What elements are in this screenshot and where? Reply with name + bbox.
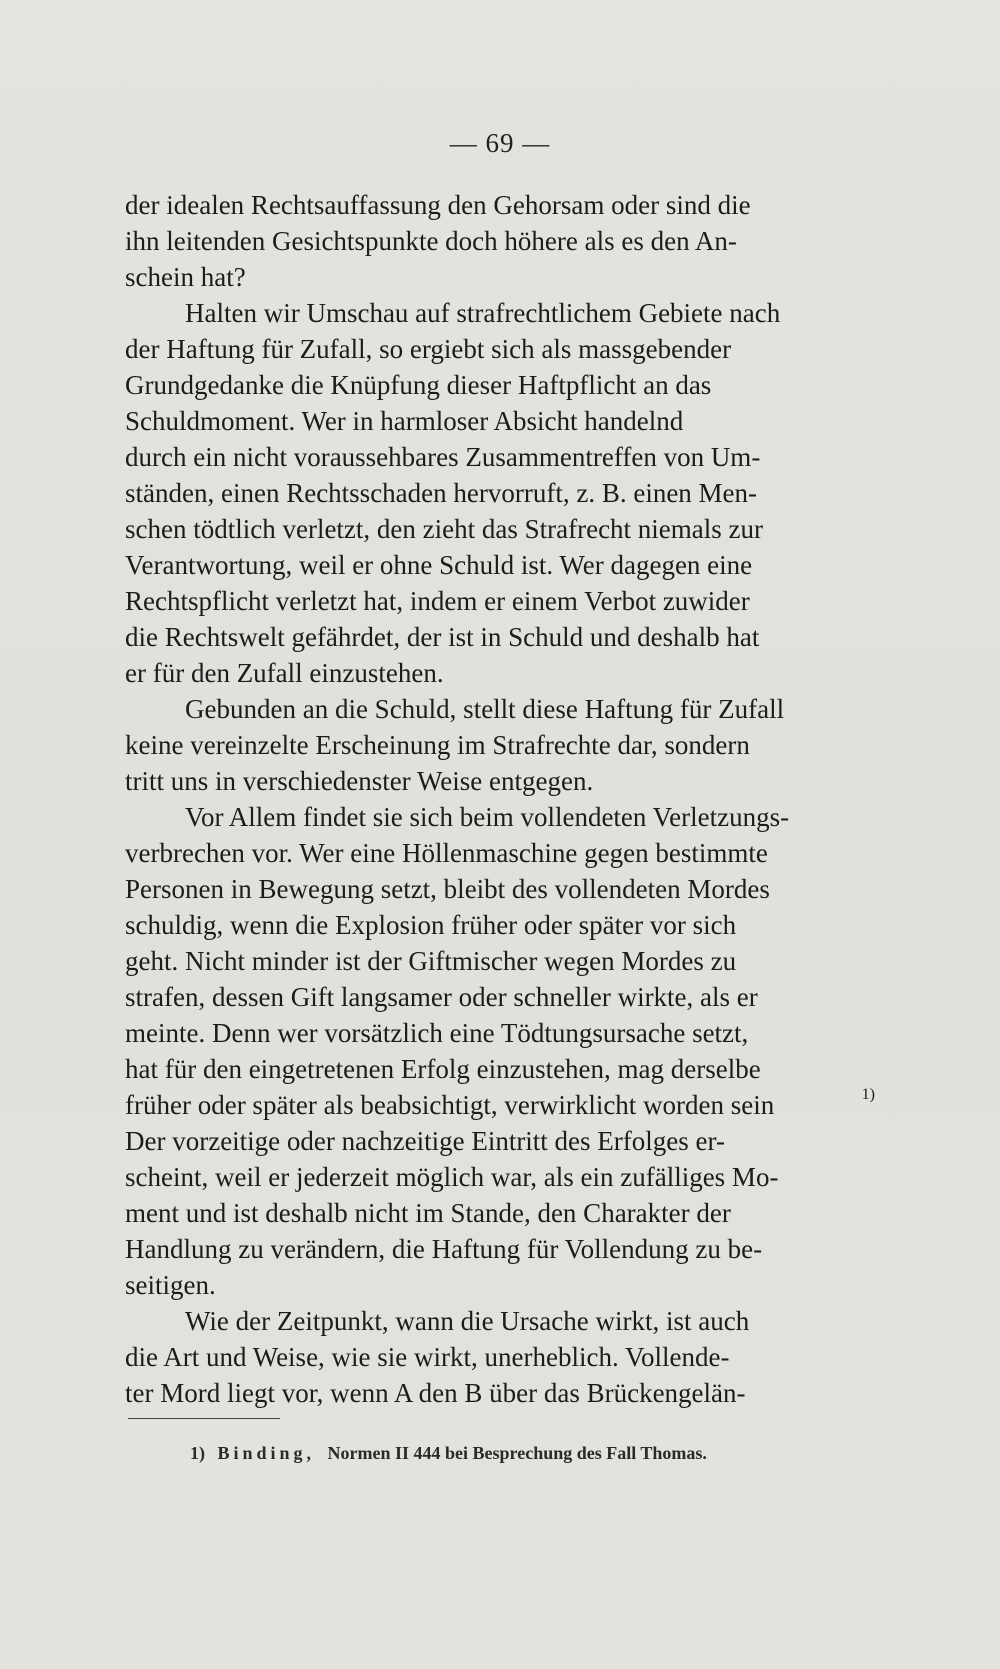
text-line: ständen, einen Rechtsschaden hervorruft, z. B. einen Men- bbox=[125, 478, 758, 508]
text-line: verbrechen vor. Wer eine Höllenmaschine gegen bestimmte bbox=[125, 838, 768, 868]
text-line: Gebunden an die Schuld, stellt diese Haftung für Zufall bbox=[185, 694, 785, 724]
text-line: Verantwortung, weil er ohne Schuld ist. Wer dagegen eine bbox=[125, 550, 753, 580]
text-line: schuldig, wenn die Explosion früher oder später vor sich bbox=[125, 910, 737, 940]
text-line: ment und ist deshalb nicht im Stande, den Charakter der bbox=[125, 1198, 731, 1228]
text-line: durch ein nicht voraussehbares Zusammentreffen von Um- bbox=[125, 442, 761, 472]
text-line: geht. Nicht minder ist der Giftmischer wegen Mordes zu bbox=[125, 946, 737, 976]
text-line: Personen in Bewegung setzt, bleibt des vollendeten Mordes bbox=[125, 874, 770, 904]
text-line: Grundgedanke die Knüpfung dieser Haftpflicht an das bbox=[125, 370, 712, 400]
text-line: er für den Zufall einzustehen. bbox=[125, 658, 444, 688]
text-line: die Art und Weise, wie sie wirkt, unerheblich. Vollende- bbox=[125, 1342, 730, 1372]
text-line: ihn leitenden Gesichtspunkte doch höhere als es den An- bbox=[125, 226, 737, 256]
footnote-divider bbox=[128, 1418, 280, 1419]
text-line: schein hat? bbox=[125, 262, 246, 292]
text-line: der Haftung für Zufall, so ergiebt sich als massgebender bbox=[125, 334, 732, 364]
text-line: Vor Allem findet sie sich beim vollendeten Verletzungs- bbox=[185, 802, 790, 832]
footnote bbox=[190, 1443, 707, 1464]
footnote-reference: 1) bbox=[861, 1086, 875, 1103]
text-line: schen tödtlich verletzt, den zieht das Strafrecht niemals zur bbox=[125, 514, 764, 544]
page-number: — 69 — bbox=[449, 128, 551, 158]
text-line: ter Mord liegt vor, wenn A den B über das Brückengelän- bbox=[125, 1378, 746, 1408]
text-line: strafen, dessen Gift langsamer oder schneller wirkte, als er bbox=[125, 982, 758, 1012]
text-line: scheint, weil er jederzeit möglich war, als ein zufälliges Mo- bbox=[125, 1162, 779, 1192]
text-line: hat für den eingetretenen Erfolg einzustehen, mag derselbe bbox=[125, 1054, 761, 1084]
text-line: seitigen. bbox=[125, 1270, 216, 1300]
text-line: Handlung zu verändern, die Haftung für Vollendung zu be- bbox=[125, 1234, 763, 1264]
footnote-marker: 1) bbox=[190, 1443, 205, 1463]
footnote-author: Binding, bbox=[217, 1443, 316, 1463]
text-line: Rechtspflicht verletzt hat, indem er einem Verbot zuwider bbox=[125, 586, 750, 616]
text-line: meinte. Denn wer vorsätzlich eine Tödtungsursache setzt, bbox=[125, 1018, 749, 1048]
text-line: früher oder später als beabsichtigt, verwirklicht worden sein 1) bbox=[125, 1087, 875, 1123]
text-line: Der vorzeitige oder nachzeitige Eintritt des Erfolges er- bbox=[125, 1126, 725, 1156]
text-line: Wie der Zeitpunkt, wann die Ursache wirkt, ist auch bbox=[185, 1306, 750, 1336]
text-line: die Rechtswelt gefährdet, der ist in Schuld und deshalb hat bbox=[125, 622, 760, 652]
body-text bbox=[125, 187, 875, 1411]
footnote-text: Normen II 444 bei Besprechung des Fall Thomas. bbox=[327, 1443, 707, 1463]
text-line: der idealen Rechtsauffassung den Gehorsam oder sind die bbox=[125, 190, 751, 220]
text-line: tritt uns in verschiedenster Weise entgegen. bbox=[125, 766, 594, 796]
text-line: keine vereinzelte Erscheinung im Strafrechte dar, sondern bbox=[125, 730, 750, 760]
text-line: Halten wir Umschau auf strafrechtlichem Gebiete nach bbox=[185, 298, 781, 328]
text-line: Schuldmoment. Wer in harmloser Absicht handelnd bbox=[125, 406, 684, 436]
